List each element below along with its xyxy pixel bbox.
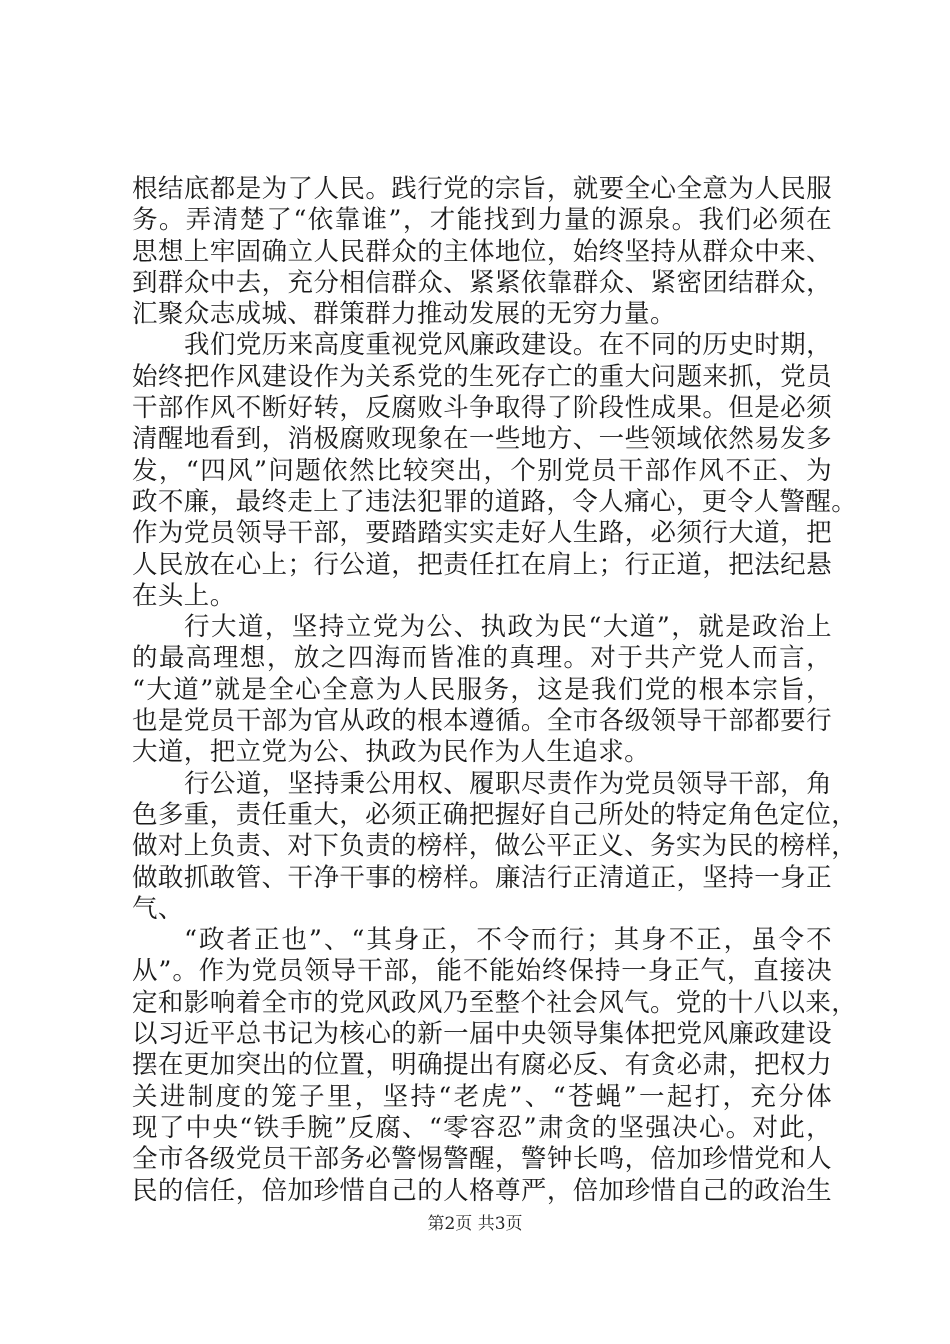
text-line: 思想上牢固确立人民群众的主体地位，始终坚持从群众中来、 xyxy=(132,236,832,267)
text-line: 以习近平总书记为核心的新一届中央领导集体把党风廉政建设 xyxy=(132,1019,832,1050)
text-line: “大道”就是全心全意为人民服务，这是我们党的根本宗旨， xyxy=(132,674,832,705)
text-line: 做敢抓敢管、干净干事的榜样。廉洁行正清道正，坚持一身正 xyxy=(132,862,832,893)
text-line: 到群众中去，充分相信群众、紧紧依靠群众、紧密团结群众， xyxy=(132,267,832,298)
text-line: 始终把作风建设作为关系党的生死存亡的重大问题来抓，党员 xyxy=(132,361,832,392)
text-line: 现了中央“铁手腕”反腐、“零容忍”肃贪的坚强决心。对此， xyxy=(132,1112,832,1143)
text-line: 作为党员领导干部，要踏踏实实走好人生路，必须行大道，把 xyxy=(132,518,832,549)
document-body xyxy=(132,174,858,1207)
text-line: 干部作风不断好转，反腐败斗争取得了阶段性成果。但是必须 xyxy=(132,393,832,424)
page-footer: 第2页 共3页 xyxy=(427,1214,523,1234)
text-line: 定和影响着全市的党风政风乃至整个社会风气。党的十八以来， xyxy=(132,987,858,1018)
text-line: 行公道，坚持秉公用权、履职尽责作为党员领导干部，角 xyxy=(184,768,832,799)
text-line: 行大道，坚持立党为公、执政为民“大道”，就是政治上 xyxy=(184,612,832,643)
text-line: 大道，把立党为公、执政为民作为人生追求。 xyxy=(132,737,651,768)
text-line: 人民放在心上；行公道，把责任扛在肩上；行正道，把法纪悬 xyxy=(132,549,832,580)
text-line: 政不廉，最终走上了违法犯罪的道路，令人痛心，更令人警醒。 xyxy=(132,486,858,517)
text-line: “政者正也”、“其身正，不令而行；其身不正，虽令不 xyxy=(184,925,832,956)
text-line: 的最高理想，放之四海而皆准的真理。对于共产党人而言， xyxy=(132,643,832,674)
text-line: 全市各级党员干部务必警惕警醒，警钟长鸣，倍加珍惜党和人 xyxy=(132,1144,832,1175)
text-line: 我们党历来高度重视党风廉政建设。在不同的历史时期， xyxy=(184,330,832,361)
text-line: 在头上。 xyxy=(132,580,236,611)
text-line: 汇聚众志成城、群策群力推动发展的无穷力量。 xyxy=(132,299,676,330)
text-line: 气、 xyxy=(132,893,184,924)
text-line: 从”。作为党员领导干部，能不能始终保持一身正气，直接决 xyxy=(132,956,832,987)
text-line: 色多重，责任重大，必须正确把握好自己所处的特定角色定位， xyxy=(132,799,858,830)
text-line: 清醒地看到，消极腐败现象在一些地方、一些领域依然易发多 xyxy=(132,424,832,455)
text-line: 摆在更加突出的位置，明确提出有腐必反、有贪必肃，把权力 xyxy=(132,1050,832,1081)
text-line: 根结底都是为了人民。践行党的宗旨，就要全心全意为人民服 xyxy=(132,174,832,204)
text-line: 务。弄清楚了“依靠谁”，才能找到力量的源泉。我们必须在 xyxy=(132,205,832,236)
text-line: 发，“四风”问题依然比较突出，个别党员干部作风不正、为 xyxy=(132,455,832,486)
text-line: 关进制度的笼子里，坚持“老虎”、“苍蝇”一起打，充分体 xyxy=(132,1081,832,1112)
text-line: 做对上负责、对下负责的榜样，做公平正义、务实为民的榜样， xyxy=(132,831,858,862)
text-line: 也是党员干部为官从政的根本遵循。全市各级领导干部都要行 xyxy=(132,706,832,737)
text-line: 民的信任，倍加珍惜自己的人格尊严，倍加珍惜自己的政治生 xyxy=(132,1175,832,1206)
